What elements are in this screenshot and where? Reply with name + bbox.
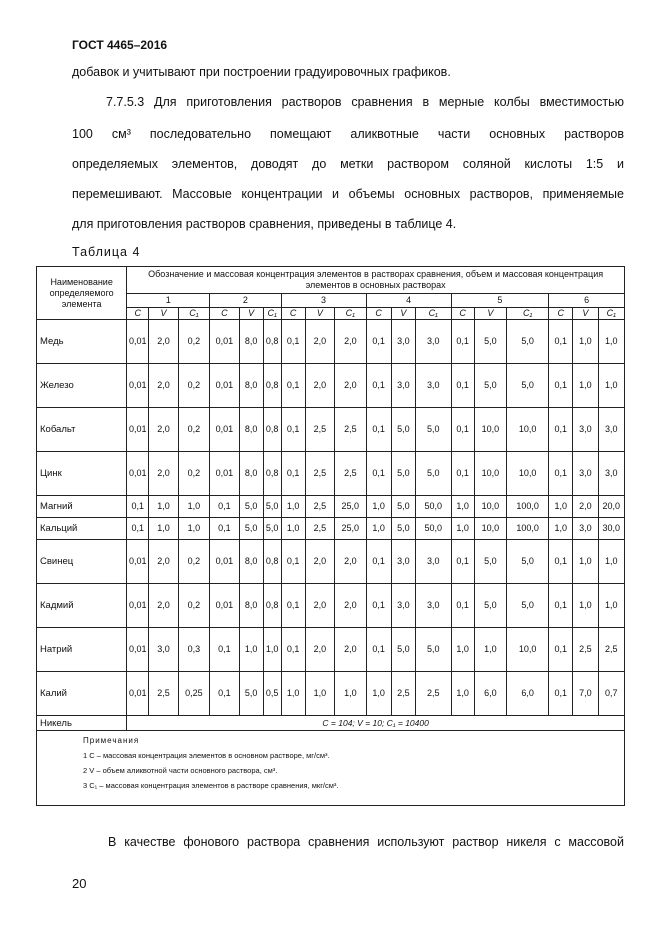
value-cell: 2,0 (149, 452, 178, 496)
sub-header-cell: C₁ (598, 308, 625, 320)
table-notes (37, 731, 625, 806)
value-cell: 2,0 (305, 364, 334, 408)
value-cell: 3,0 (573, 452, 598, 496)
set-number: 5 (451, 294, 549, 308)
value-cell: 10,0 (507, 452, 549, 496)
value-cell: 0,1 (549, 672, 573, 716)
value-cell: 10,0 (507, 408, 549, 452)
table-row (37, 628, 625, 672)
value-cell: 0,1 (281, 452, 305, 496)
value-cell: 5,0 (507, 320, 549, 364)
value-cell: 100,0 (507, 496, 549, 518)
value-cell: 3,0 (149, 628, 178, 672)
value-cell: 2,5 (335, 408, 366, 452)
value-cell: 0,7 (598, 672, 625, 716)
value-cell: 1,0 (281, 496, 305, 518)
sub-header-cell: V (474, 308, 507, 320)
value-cell: 0,1 (210, 518, 239, 540)
value-cell: 10,0 (474, 496, 507, 518)
value-cell: 7,0 (573, 672, 598, 716)
value-cell: 1,0 (451, 672, 474, 716)
value-cell: 2,0 (305, 320, 334, 364)
value-cell: 0,1 (366, 628, 391, 672)
value-cell: 1,0 (451, 518, 474, 540)
value-cell: 2,5 (305, 496, 334, 518)
value-cell: 3,0 (415, 584, 451, 628)
value-cell: 3,0 (573, 518, 598, 540)
value-cell: 0,1 (549, 584, 573, 628)
table-row (37, 320, 625, 364)
value-cell: 3,0 (573, 408, 598, 452)
value-cell: 3,0 (391, 584, 415, 628)
sub-header-cell: C₁ (335, 308, 366, 320)
group-header: Обозначение и массовая концентрация элементов в растворах сравнения, объем и массовая концентрация элементов в основных растворах (127, 267, 625, 294)
value-cell: 0,1 (451, 320, 474, 364)
value-cell: 0,01 (127, 672, 149, 716)
value-cell: 1,0 (451, 628, 474, 672)
value-cell: 3,0 (391, 320, 415, 364)
value-cell: 1,0 (598, 364, 625, 408)
value-cell: 0,01 (210, 452, 239, 496)
value-cell: 2,5 (598, 628, 625, 672)
value-cell: 5,0 (391, 408, 415, 452)
value-cell: 0,1 (366, 584, 391, 628)
value-cell: 0,2 (178, 452, 209, 496)
element-name: Свинец (37, 540, 127, 584)
value-cell: 1,0 (281, 672, 305, 716)
table-row (37, 496, 625, 518)
value-cell: 8,0 (239, 408, 263, 452)
table-row (37, 672, 625, 716)
element-name: Никель (37, 716, 127, 731)
value-cell: 1,0 (281, 518, 305, 540)
value-cell: 0,1 (281, 408, 305, 452)
value-cell: 5,0 (239, 496, 263, 518)
value-cell: 3,0 (415, 320, 451, 364)
value-cell: 0,8 (263, 320, 281, 364)
paragraph-line: добавок и учитывают при построении градуировочных графиков. (72, 65, 451, 79)
value-cell: 50,0 (415, 518, 451, 540)
element-name: Железо (37, 364, 127, 408)
sub-header-cell: C (281, 308, 305, 320)
value-cell: 0,1 (549, 320, 573, 364)
value-cell: 1,0 (366, 496, 391, 518)
value-cell: 0,1 (366, 540, 391, 584)
value-cell: 0,1 (549, 452, 573, 496)
value-cell: 2,5 (149, 672, 178, 716)
value-cell: 1,0 (366, 672, 391, 716)
value-cell: 100,0 (507, 518, 549, 540)
paragraph-line: В качестве фонового раствора сравнения используют раствор никеля с массовой (108, 835, 624, 849)
set-number: 2 (210, 294, 281, 308)
value-cell: 0,1 (281, 320, 305, 364)
value-cell: 2,5 (305, 518, 334, 540)
data-table (36, 266, 625, 806)
value-cell: 10,0 (474, 518, 507, 540)
header-row (37, 267, 625, 294)
value-cell: 2,0 (573, 496, 598, 518)
value-cell: 2,0 (149, 540, 178, 584)
element-name: Кадмий (37, 584, 127, 628)
value-cell: 2,0 (305, 540, 334, 584)
value-cell: 1,0 (573, 320, 598, 364)
value-cell: 0,8 (263, 364, 281, 408)
value-cell: 1,0 (178, 518, 209, 540)
value-cell: 0,01 (127, 408, 149, 452)
value-cell: 0,1 (451, 364, 474, 408)
value-cell: 2,0 (149, 320, 178, 364)
sub-header-cell: C₁ (415, 308, 451, 320)
table-row (37, 364, 625, 408)
value-cell: 1,0 (451, 496, 474, 518)
value-cell: 5,0 (507, 584, 549, 628)
value-cell: 0,01 (210, 408, 239, 452)
value-cell: 1,0 (549, 496, 573, 518)
value-cell: 10,0 (507, 628, 549, 672)
value-cell: 0,1 (451, 584, 474, 628)
value-cell: 0,2 (178, 320, 209, 364)
name-column-header: Наименование определяемого элемента (37, 267, 127, 320)
value-cell: 0,1 (549, 628, 573, 672)
value-cell: 2,0 (305, 628, 334, 672)
value-cell: 0,1 (549, 540, 573, 584)
value-cell: 5,0 (415, 452, 451, 496)
value-cell: 2,0 (149, 584, 178, 628)
value-cell: 5,0 (507, 364, 549, 408)
value-cell: 0,2 (178, 408, 209, 452)
value-cell: 25,0 (335, 496, 366, 518)
sub-header-cell: C₁ (263, 308, 281, 320)
value-cell: 0,1 (549, 408, 573, 452)
value-cell: 0,1 (366, 408, 391, 452)
value-cell: 0,25 (178, 672, 209, 716)
value-cell: 3,0 (415, 540, 451, 584)
value-cell: 0,1 (366, 320, 391, 364)
value-cell: 0,01 (127, 628, 149, 672)
value-cell: 1,0 (305, 672, 334, 716)
value-cell: 0,1 (210, 628, 239, 672)
value-cell: 2,0 (335, 320, 366, 364)
value-cell: 0,1 (366, 452, 391, 496)
sub-header-cell: C (549, 308, 573, 320)
value-cell: 5,0 (263, 496, 281, 518)
set-number: 3 (281, 294, 366, 308)
value-cell: 5,0 (415, 408, 451, 452)
value-cell: 0,1 (281, 364, 305, 408)
value-cell: 0,1 (281, 540, 305, 584)
value-cell: 1,0 (178, 496, 209, 518)
value-cell: 5,0 (391, 628, 415, 672)
value-cell: 8,0 (239, 540, 263, 584)
element-name: Магний (37, 496, 127, 518)
value-cell: 0,2 (178, 584, 209, 628)
value-cell: 30,0 (598, 518, 625, 540)
value-cell: 1,0 (239, 628, 263, 672)
value-cell: 6,0 (474, 672, 507, 716)
value-cell: 1,0 (573, 364, 598, 408)
sub-header-cell: C₁ (507, 308, 549, 320)
value-cell: 6,0 (507, 672, 549, 716)
table-row (37, 408, 625, 452)
sub-header-cell: V (149, 308, 178, 320)
value-cell: 8,0 (239, 584, 263, 628)
value-cell: 10,0 (474, 408, 507, 452)
value-cell: 0,01 (210, 364, 239, 408)
value-cell: 1,0 (573, 540, 598, 584)
value-cell: 0,1 (281, 628, 305, 672)
value-cell: 2,0 (335, 628, 366, 672)
set-number: 6 (549, 294, 625, 308)
value-cell: 3,0 (415, 364, 451, 408)
value-cell: 5,0 (507, 540, 549, 584)
value-cell: 0,1 (127, 518, 149, 540)
value-cell: 1,0 (573, 584, 598, 628)
value-cell: 1,0 (598, 320, 625, 364)
value-cell: 0,8 (263, 584, 281, 628)
value-cell: 0,8 (263, 408, 281, 452)
table-caption: Таблица 4 (72, 245, 141, 259)
sub-header-cell: C₁ (178, 308, 209, 320)
document-header: ГОСТ 4465–2016 (72, 38, 168, 52)
element-name: Кобальт (37, 408, 127, 452)
value-cell: 2,0 (335, 364, 366, 408)
nickel-values: C = 104; V = 10; C₁ = 10400 (127, 716, 625, 731)
value-cell: 0,1 (366, 364, 391, 408)
set-number: 1 (127, 294, 210, 308)
value-cell: 2,0 (149, 408, 178, 452)
value-cell: 3,0 (598, 452, 625, 496)
value-cell: 0,01 (127, 320, 149, 364)
value-cell: 3,0 (391, 364, 415, 408)
value-cell: 0,1 (451, 540, 474, 584)
value-cell: 0,1 (451, 452, 474, 496)
value-cell: 2,0 (335, 540, 366, 584)
value-cell: 5,0 (391, 452, 415, 496)
value-cell: 1,0 (149, 518, 178, 540)
sub-header-cell: V (391, 308, 415, 320)
value-cell: 2,0 (335, 584, 366, 628)
element-name: Цинк (37, 452, 127, 496)
value-cell: 0,01 (127, 452, 149, 496)
value-cell: 5,0 (474, 584, 507, 628)
value-cell: 5,0 (415, 628, 451, 672)
value-cell: 2,5 (391, 672, 415, 716)
note-item: 3 C₁ – массовая концентрация элементов в растворе сравнения, мкг/см³. (83, 781, 339, 790)
paragraph-line: 7.7.5.3 Для приготовления растворов сравнения в мерные колбы вместимостью (106, 95, 624, 109)
value-cell: 5,0 (474, 320, 507, 364)
value-cell: 1,0 (149, 496, 178, 518)
paragraph-line: 100 см³ последовательно помещают аликвотные части основных растворов (72, 127, 624, 141)
value-cell: 3,0 (598, 408, 625, 452)
value-cell: 50,0 (415, 496, 451, 518)
value-cell: 5,0 (474, 540, 507, 584)
value-cell: 2,5 (415, 672, 451, 716)
value-cell: 0,1 (281, 584, 305, 628)
value-cell: 0,1 (549, 364, 573, 408)
value-cell: 0,1 (127, 496, 149, 518)
element-name: Калий (37, 672, 127, 716)
value-cell: 0,01 (127, 364, 149, 408)
value-cell: 2,0 (305, 584, 334, 628)
sub-header-cell: V (239, 308, 263, 320)
value-cell: 1,0 (474, 628, 507, 672)
value-cell: 25,0 (335, 518, 366, 540)
notes-title: Примечания (83, 736, 140, 745)
value-cell: 0,1 (451, 408, 474, 452)
value-cell: 5,0 (239, 518, 263, 540)
value-cell: 0,3 (178, 628, 209, 672)
value-cell: 0,1 (210, 496, 239, 518)
value-cell: 0,8 (263, 540, 281, 584)
value-cell: 5,0 (474, 364, 507, 408)
sub-header-cell: V (573, 308, 598, 320)
note-item: 2 V – объем аликвотной части основного раствора, см³. (83, 766, 278, 775)
value-cell: 2,5 (305, 408, 334, 452)
paragraph-line: определяемых элементов, доводят до метки раствором соляной кислоты 1:5 и (72, 157, 624, 171)
value-cell: 5,0 (391, 496, 415, 518)
value-cell: 0,01 (127, 540, 149, 584)
value-cell: 8,0 (239, 320, 263, 364)
table-row (37, 584, 625, 628)
notes-row (37, 731, 625, 806)
sub-header-cell: C (366, 308, 391, 320)
value-cell: 1,0 (263, 628, 281, 672)
element-name: Медь (37, 320, 127, 364)
value-cell: 0,1 (210, 672, 239, 716)
value-cell: 8,0 (239, 452, 263, 496)
sub-header-cell: C (210, 308, 239, 320)
value-cell: 1,0 (366, 518, 391, 540)
value-cell: 2,5 (305, 452, 334, 496)
element-name: Кальций (37, 518, 127, 540)
page-number: 20 (72, 876, 87, 891)
value-cell: 0,2 (178, 364, 209, 408)
value-cell: 5,0 (239, 672, 263, 716)
value-cell: 10,0 (474, 452, 507, 496)
value-cell: 0,01 (210, 540, 239, 584)
value-cell: 20,0 (598, 496, 625, 518)
value-cell: 1,0 (335, 672, 366, 716)
value-cell: 8,0 (239, 364, 263, 408)
value-cell: 2,0 (149, 364, 178, 408)
value-cell: 0,5 (263, 672, 281, 716)
sub-header-cell: V (305, 308, 334, 320)
value-cell: 0,01 (210, 584, 239, 628)
table-row (37, 452, 625, 496)
value-cell: 0,8 (263, 452, 281, 496)
value-cell: 3,0 (391, 540, 415, 584)
table-row (37, 540, 625, 584)
value-cell: 0,01 (210, 320, 239, 364)
paragraph-line: перемешивают. Массовые концентрации и объемы основных растворов, применяемые (72, 187, 624, 201)
value-cell: 5,0 (263, 518, 281, 540)
value-cell: 2,5 (573, 628, 598, 672)
sub-header-cell: C (451, 308, 474, 320)
note-item: 1 C – массовая концентрация элементов в основном растворе, мг/см³. (83, 751, 330, 760)
value-cell: 2,5 (335, 452, 366, 496)
set-number: 4 (366, 294, 451, 308)
value-cell: 1,0 (598, 584, 625, 628)
table-row (37, 518, 625, 540)
value-cell: 5,0 (391, 518, 415, 540)
value-cell: 0,01 (127, 584, 149, 628)
nickel-row (37, 716, 625, 731)
element-name: Натрий (37, 628, 127, 672)
value-cell: 1,0 (598, 540, 625, 584)
sub-header-cell: C (127, 308, 149, 320)
value-cell: 1,0 (549, 518, 573, 540)
paragraph-line: для приготовления растворов сравнения, приведены в таблице 4. (72, 217, 457, 231)
value-cell: 0,2 (178, 540, 209, 584)
